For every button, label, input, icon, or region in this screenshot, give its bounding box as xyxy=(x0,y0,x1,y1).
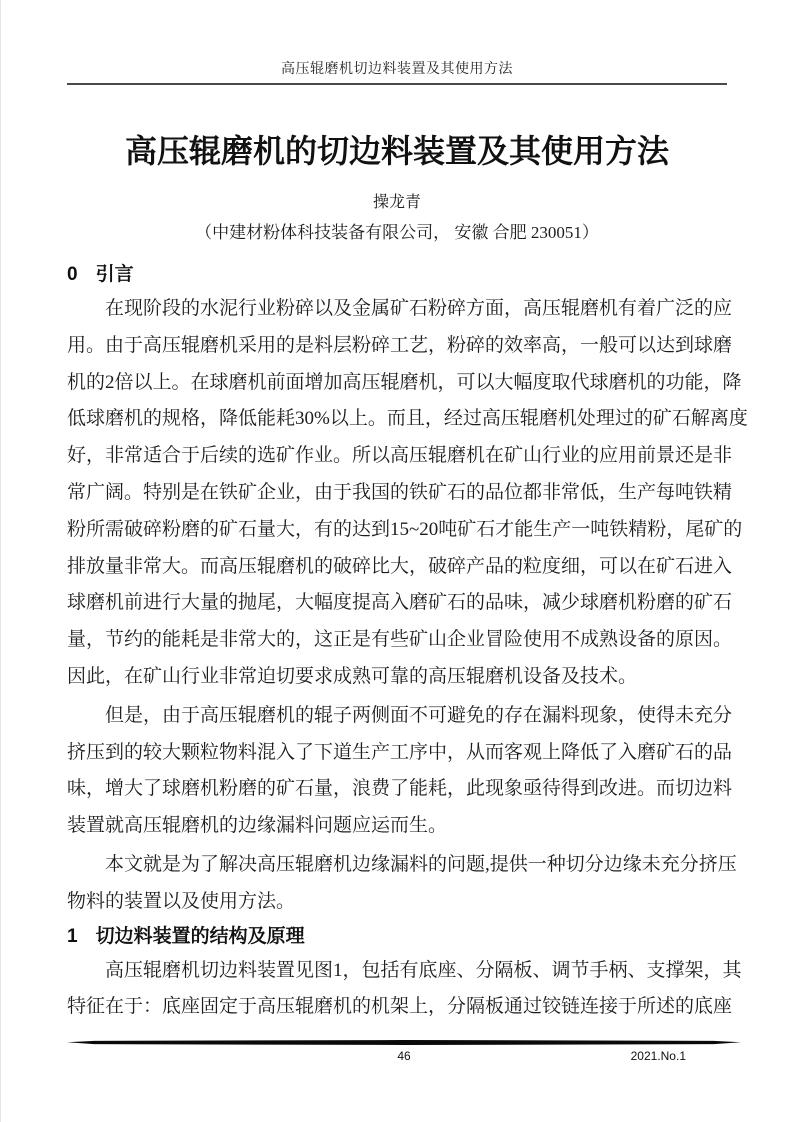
paragraph xyxy=(67,953,742,1027)
text-line: 在现阶段的水泥行业粉碎以及金属矿石粉碎方面，高压辊磨机有着广泛的应 xyxy=(105,298,733,319)
text-line: 好，非常适合于后续的选矿作业。所以高压辊磨机在矿山行业的应用前景还是非 xyxy=(67,445,733,467)
section-heading xyxy=(67,923,727,951)
text-line: 味，增大了球磨机粉磨的矿石量，浪费了能耗，此现象亟待得到改进。而切边料 xyxy=(67,778,733,800)
text-line: 用。由于高压辊磨机采用的是料层粉碎工艺，粉碎的效率高，一般可以达到球磨 xyxy=(67,334,733,356)
section-heading xyxy=(67,261,727,289)
footer-row xyxy=(67,1048,741,1064)
page-title: 高压辊磨机的切边料装置及其使用方法 xyxy=(124,133,669,169)
author-name: 操龙青 xyxy=(372,194,421,211)
paragraph xyxy=(67,698,733,845)
page-footer xyxy=(67,1040,741,1064)
header-rule xyxy=(67,83,727,85)
footer-rule xyxy=(67,1040,741,1045)
text-line: 低球磨机的规格，降低能耗30%以上。而且，经过高压辊磨机处理过的矿石解离度 xyxy=(67,408,748,430)
section-number: 1 xyxy=(67,925,78,947)
text-line: 挤压到的较大颗粒物料混入了下道生产工序中，从而客观上降低了入磨矿石的品 xyxy=(67,741,733,763)
section-number: 0 xyxy=(67,264,78,285)
text-line: 量，节约的能耗是非常大的，这正是有些矿山企业冒险使用不成熟设备的原因。 xyxy=(67,629,733,651)
text-line: 物料的装置以及使用方法。 xyxy=(67,890,296,912)
text-line: 但是，由于高压辊磨机的辊子两侧面不可避免的存在漏料现象，使得未充分 xyxy=(105,704,733,726)
text-line: 因此，在矿山行业非常迫切要求成熟可靠的高压辊磨机设备及技术。 xyxy=(67,665,638,687)
text-line: 机的2倍以上。在球磨机前面增加高压辊磨机，可以大幅度取代球磨机的功能，降 xyxy=(67,371,742,393)
text-line: 高压辊磨机切边料装置见图1，包括有底座、分隔板、调节手柄、支撑架，其 xyxy=(105,959,742,981)
text-line: 装置就高压辊磨机的边缘漏料问题应运而生。 xyxy=(67,815,448,837)
running-header: 高压辊磨机切边料装置及其使用方法 xyxy=(281,62,513,77)
text-line: 本文就是为了解决高压辊磨机边缘漏料的问题,提供一种切分边缘未充分挤压 xyxy=(105,853,737,875)
author-affiliation: （中建材粉体科技装备有限公司， 安徽 合肥 230051） xyxy=(195,223,599,242)
page-number: 46 xyxy=(397,1049,411,1063)
paragraph xyxy=(67,291,748,696)
paragraph xyxy=(67,847,737,921)
text-line: 常广阔。特别是在铁矿企业，由于我国的铁矿石的品位都非常低，生产每吨铁精 xyxy=(67,481,733,503)
article-body xyxy=(67,261,748,1026)
issue-number: 2021.No.1 xyxy=(630,1049,686,1063)
text-line: 排放量非常大。而高压辊磨机的破碎比大，破碎产品的粒度细，可以在矿石进入 xyxy=(67,555,733,577)
text-line: 球磨机前进行大量的抛尾，大幅度提高入磨矿石的品味，减少球磨机粉磨的矿石 xyxy=(67,592,733,614)
section-title: 引言 xyxy=(95,264,134,285)
text-line: 特征在于：底座固定于高压辊磨机的机架上，分隔板通过铰链连接于所述的底座 xyxy=(67,996,733,1018)
text-line: 粉所需破碎粉磨的矿石量大，有的达到15~20吨矿石才能生产一吨铁精粉，尾矿的 xyxy=(67,518,743,540)
section-title: 切边料装置的结构及原理 xyxy=(95,925,305,947)
